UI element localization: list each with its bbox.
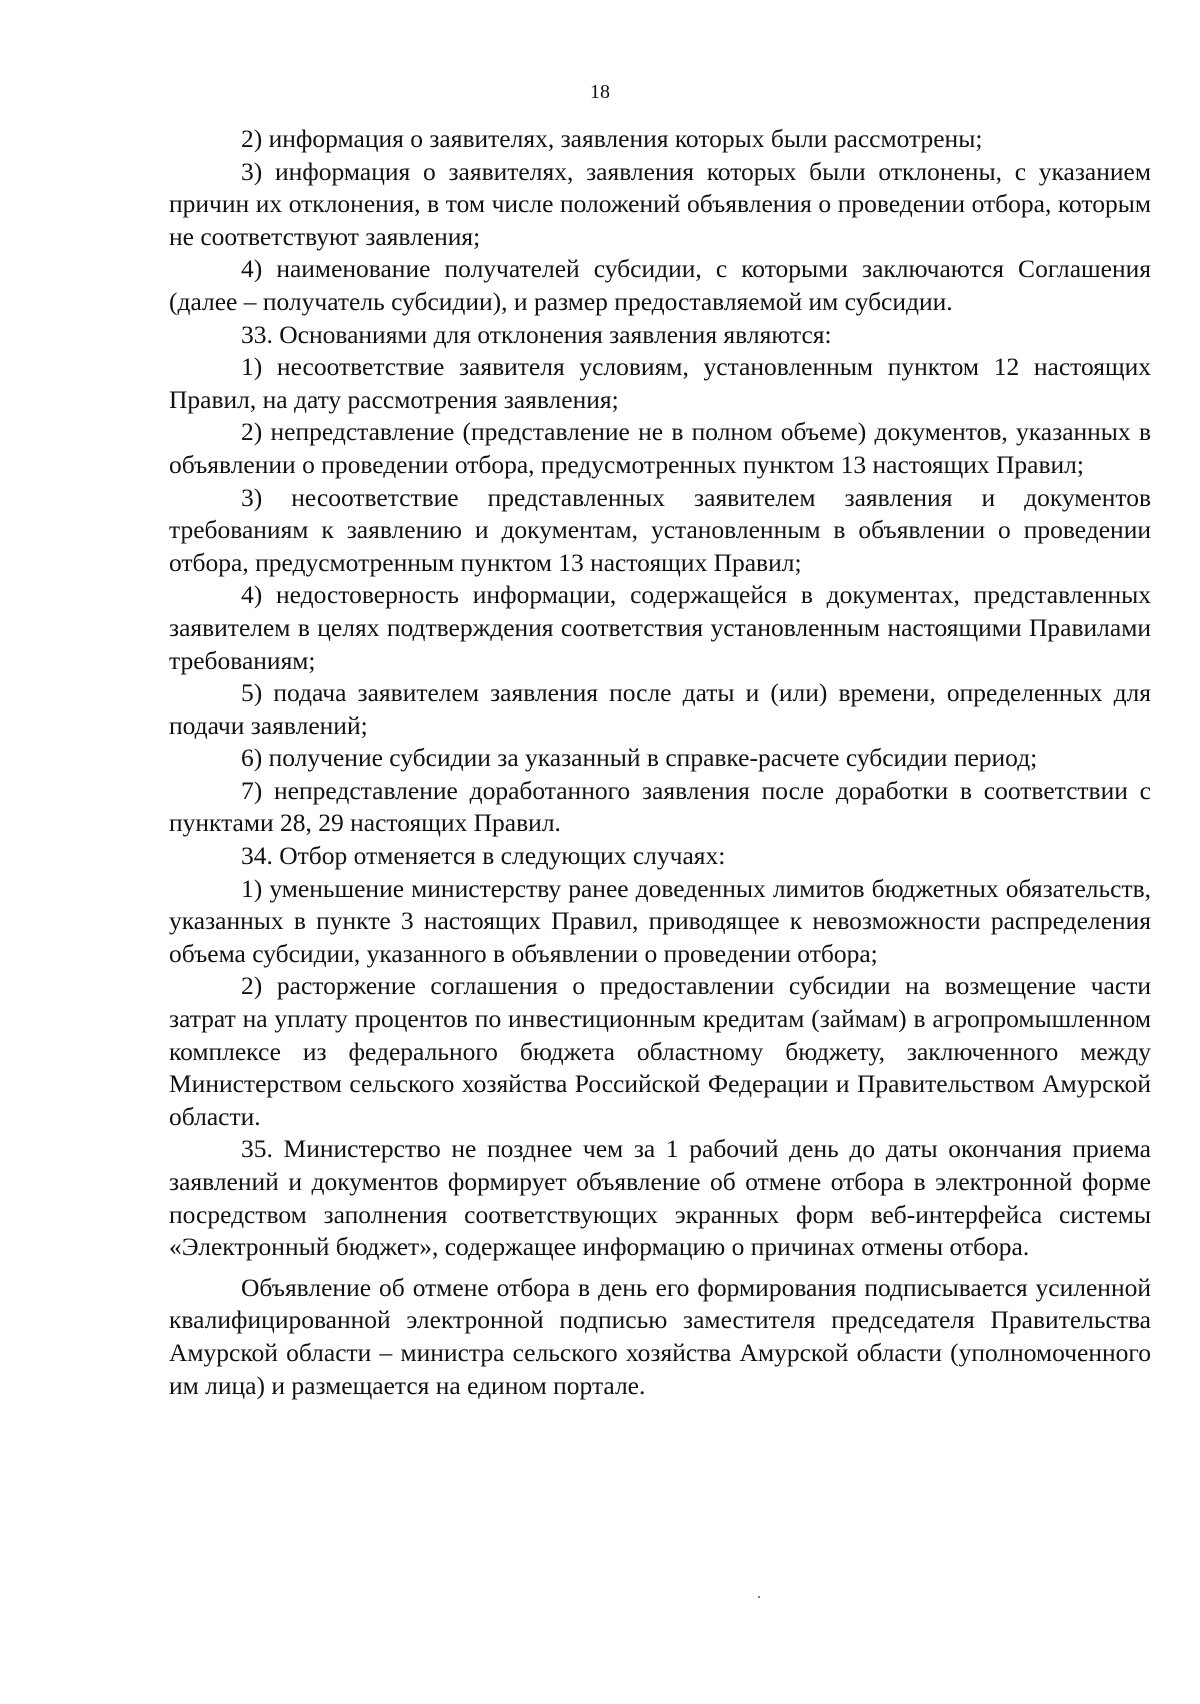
scan-speck [758,1596,760,1598]
paragraph-33-item-1: 1) несоответствие заявителя условиям, установленным пунктом 12 настоящих Правил, на дату рассмотрения заявления; [169,352,1151,414]
paragraph-34-item-1: 1) уменьшение министерству ранее доведенных лимитов бюджетных обязательств, указанных в пункте 3 настоящих Правил, приводящее к невозможности распределения объема субсидии, указанного в объявлении о проведении отбора; [169,873,1151,968]
paragraph-33-item-3: 3) несоответствие представленных заявителем заявления и документов требованиям к заявлению и документам, установленным в объявлении о проведении отбора, предусмотренным пунктом 13 настоящих Правил; [169,482,1151,577]
paragraph-section-34: 34. Отбор отменяется в следующих случаях: [241,841,726,871]
paragraph-cancellation-announcement: Объявление об отмене отбора в день его формирования подписывается усиленной квалифицированной электронной подписью заместителя председателя Правительства Амурской области – министра сельского хозяйства Амурской области (уполномоченного им лица) и размещается на едином портале. [169,1272,1151,1400]
paragraph-section-33: 33. Основаниями для отклонения заявления являются: [241,319,832,349]
paragraph-item-2-info-considered: 2) информация о заявителях, заявления которых были рассмотрены; [241,124,983,153]
paragraph-33-item-5: 5) подача заявителем заявления после даты и (или) времени, определенных для подачи заявлений; [169,678,1151,740]
document-body [169,123,1151,1402]
page-number: 18 [590,81,610,103]
paragraph-33-item-7: 7) непредставление доработанного заявления после доработки в соответствии с пунктами 28, 29 настоящих Правил. [169,775,1151,838]
paragraph-item-3-info-rejected: 3) информация о заявителях, заявления которых были отклонены, с указанием причин их отклонения, в том числе положений объявления о проведении отбора, которым не соответствуют заявления; [169,156,1151,251]
paragraph-34-item-2: 2) расторжение соглашения о предоставлении субсидии на возмещение части затрат на уплату процентов по инвестиционным кредитам (займам) в агропромышленном комплексе из федерального бюджета областному бюджету, заключенного между Министерством сельского хозяйства Российской Федерации и Правительством Амурской области. [169,971,1151,1131]
paragraph-33-item-2: 2) непредставление (представление не в полном объеме) документов, указанных в объявлении о проведении отбора, предусмотренных пунктом 13 настоящих Правил; [169,417,1151,479]
paragraph-33-item-4: 4) недостоверность информации, содержащейся в документах, представленных заявителем в целях подтверждения соответствия установленным настоящими Правилами требованиям; [169,580,1151,675]
paragraph-33-item-6: 6) получение субсидии за указанный в справке-расчете субсидии период; [241,743,1038,773]
paragraph-item-4-recipients: 4) наименование получателей субсидии, с которыми заключаются Соглашения (далее – получатель субсидии), и размер предоставляемой им субсидии. [169,254,1151,316]
paragraph-section-35: 35. Министерство не позднее чем за 1 рабочий день до даты окончания приема заявлений и документов формирует объявление об отмене отбора в электронной форме посредством заполнения соответствующих экранных форм веб-интерфейса системы «Электронный бюджет», содержащее информацию о причинах отмены отбора. [169,1134,1151,1262]
